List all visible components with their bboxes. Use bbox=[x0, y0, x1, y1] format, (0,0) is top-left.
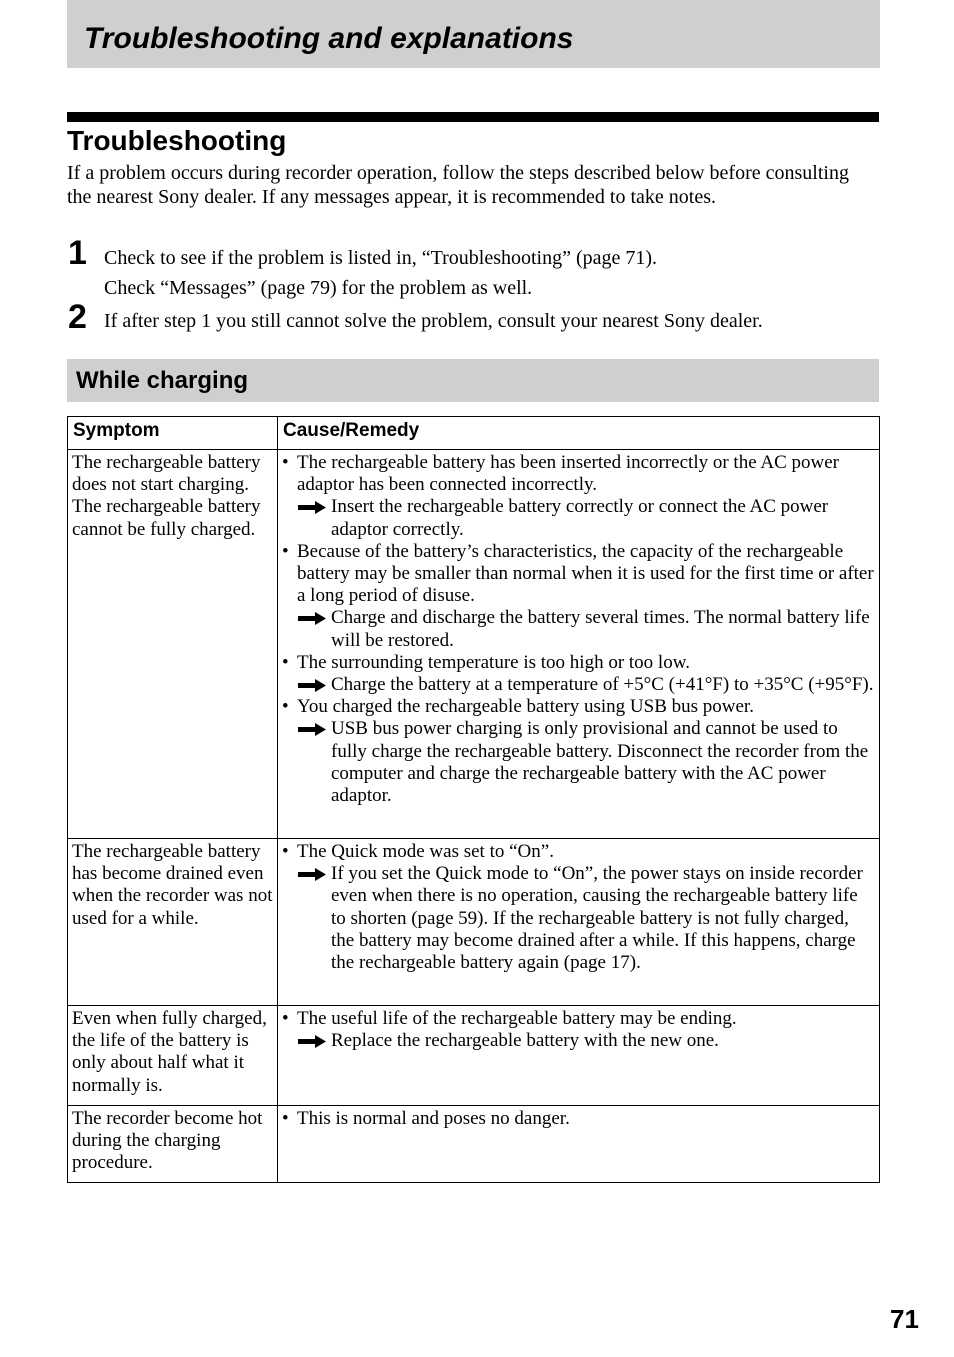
cause-text: You charged the rechargeable battery using USB bus power. bbox=[297, 696, 754, 718]
bullet-icon: • bbox=[282, 540, 289, 562]
remedy-text: Charge and discharge the battery several times. The normal battery life will be restored. bbox=[331, 607, 870, 651]
section-title: Troubleshooting bbox=[67, 125, 287, 156]
chapter-title: Troubleshooting and explanations bbox=[84, 22, 574, 55]
symptom-cell: Even when fully charged, the life of the battery is only about half what it normally is. bbox=[68, 1006, 278, 1106]
cause-text: The useful life of the rechargeable battery may be ending. bbox=[297, 1008, 737, 1029]
cause-text: The Quick mode was set to “On”. bbox=[297, 841, 554, 862]
chapter-header bbox=[67, 0, 880, 68]
cause-item bbox=[282, 541, 875, 608]
bullet-icon: • bbox=[282, 1008, 289, 1029]
bullet-icon: • bbox=[282, 696, 289, 718]
arrow-right-icon bbox=[298, 723, 328, 736]
cause-text: Because of the battery’s characteristics, the capacity of the rechargeable battery may be smaller than normal when it is used for the first time or after a long period of disuse. bbox=[297, 540, 874, 607]
table-row bbox=[68, 1006, 880, 1106]
arrow-right-icon bbox=[298, 1035, 328, 1048]
remedy-text: Replace the rechargeable battery with the new one. bbox=[331, 1030, 719, 1052]
step-number-2: 2 bbox=[68, 298, 87, 336]
cause-remedy-cell bbox=[278, 839, 880, 1006]
table-row bbox=[68, 1106, 880, 1183]
subsection-header bbox=[67, 359, 879, 402]
cause-remedy-cell bbox=[278, 450, 880, 839]
cause-text: This is normal and poses no danger. bbox=[297, 1108, 570, 1129]
table-row bbox=[68, 450, 880, 839]
section-rule bbox=[67, 112, 879, 122]
cause-item bbox=[282, 1008, 875, 1030]
step-1-line-1: Check to see if the problem is listed in, “Troubleshooting” (page 71). bbox=[104, 247, 658, 269]
symptom-cell: The rechargeable battery has become drained even when the recorder was not used for a while. bbox=[68, 839, 278, 1006]
arrow-right-icon bbox=[298, 868, 328, 881]
cause-remedy-cell bbox=[278, 1106, 880, 1183]
remedy-item bbox=[282, 674, 875, 696]
cause-item bbox=[282, 841, 875, 863]
step-2-line-1: If after step 1 you still cannot solve the problem, consult your nearest Sony dealer. bbox=[104, 310, 763, 332]
symptom-cell: The recorder become hot during the charging procedure. bbox=[68, 1106, 278, 1183]
bullet-icon: • bbox=[282, 651, 289, 673]
bullet-icon: • bbox=[282, 452, 289, 473]
header-symptom: Symptom bbox=[68, 417, 278, 450]
intro-paragraph: If a problem occurs during recorder operation, follow the steps described below before consulting the nearest Sony dealer. If any messages appear, it is recommended to take notes. bbox=[67, 162, 849, 208]
bullet-icon: • bbox=[282, 1108, 289, 1129]
cause-remedy-cell bbox=[278, 1006, 880, 1106]
header-cause-remedy: Cause/Remedy bbox=[278, 417, 880, 450]
symptom-cell: The rechargeable battery does not start charging. The rechargeable battery cannot be fully charged. bbox=[68, 450, 278, 839]
remedy-item bbox=[282, 863, 875, 974]
troubleshooting-table bbox=[67, 416, 880, 1183]
table-row bbox=[68, 839, 880, 1006]
step-1-line-2: Check “Messages” (page 79) for the problem as well. bbox=[104, 277, 533, 299]
remedy-text: Insert the rechargeable battery correctly or connect the AC power adaptor correctly. bbox=[331, 496, 829, 540]
bullet-icon: • bbox=[282, 841, 289, 862]
page-number: 71 bbox=[890, 1304, 919, 1334]
remedy-item bbox=[282, 496, 875, 540]
cause-item bbox=[282, 652, 875, 674]
cause-item bbox=[282, 696, 875, 718]
remedy-text: If you set the Quick mode to “On”, the power stays on inside recorder even when there is no operation, causing the rechargeable battery life to shorten (page 59). If the rechargeable battery is not fully charged, the battery may become drained after a while. If this happens, charge the rechargeable battery again (page 17). bbox=[331, 863, 863, 974]
cause-item bbox=[282, 1108, 875, 1130]
remedy-text: USB bus power charging is only provisional and cannot be used to fully charge the rechargeable battery. Disconnect the recorder from the computer and charge the rechargeable battery with the AC power adaptor. bbox=[331, 718, 869, 807]
remedy-text: Charge the battery at a temperature of +5°C (+41°F) to +35°C (+95°F). bbox=[331, 674, 874, 696]
table-header-row bbox=[68, 417, 880, 450]
remedy-item bbox=[282, 1030, 875, 1052]
step-number-1: 1 bbox=[68, 234, 87, 272]
arrow-right-icon bbox=[298, 501, 328, 514]
arrow-right-icon bbox=[298, 679, 328, 692]
cause-item bbox=[282, 452, 875, 496]
cause-text: The surrounding temperature is too high or too low. bbox=[297, 651, 690, 673]
arrow-right-icon bbox=[298, 612, 328, 625]
remedy-item bbox=[282, 607, 875, 651]
remedy-item bbox=[282, 718, 875, 807]
subsection-title: While charging bbox=[76, 367, 249, 394]
cause-text: The rechargeable battery has been inserted incorrectly or the AC power adaptor has been connected incorrectly. bbox=[297, 452, 839, 496]
